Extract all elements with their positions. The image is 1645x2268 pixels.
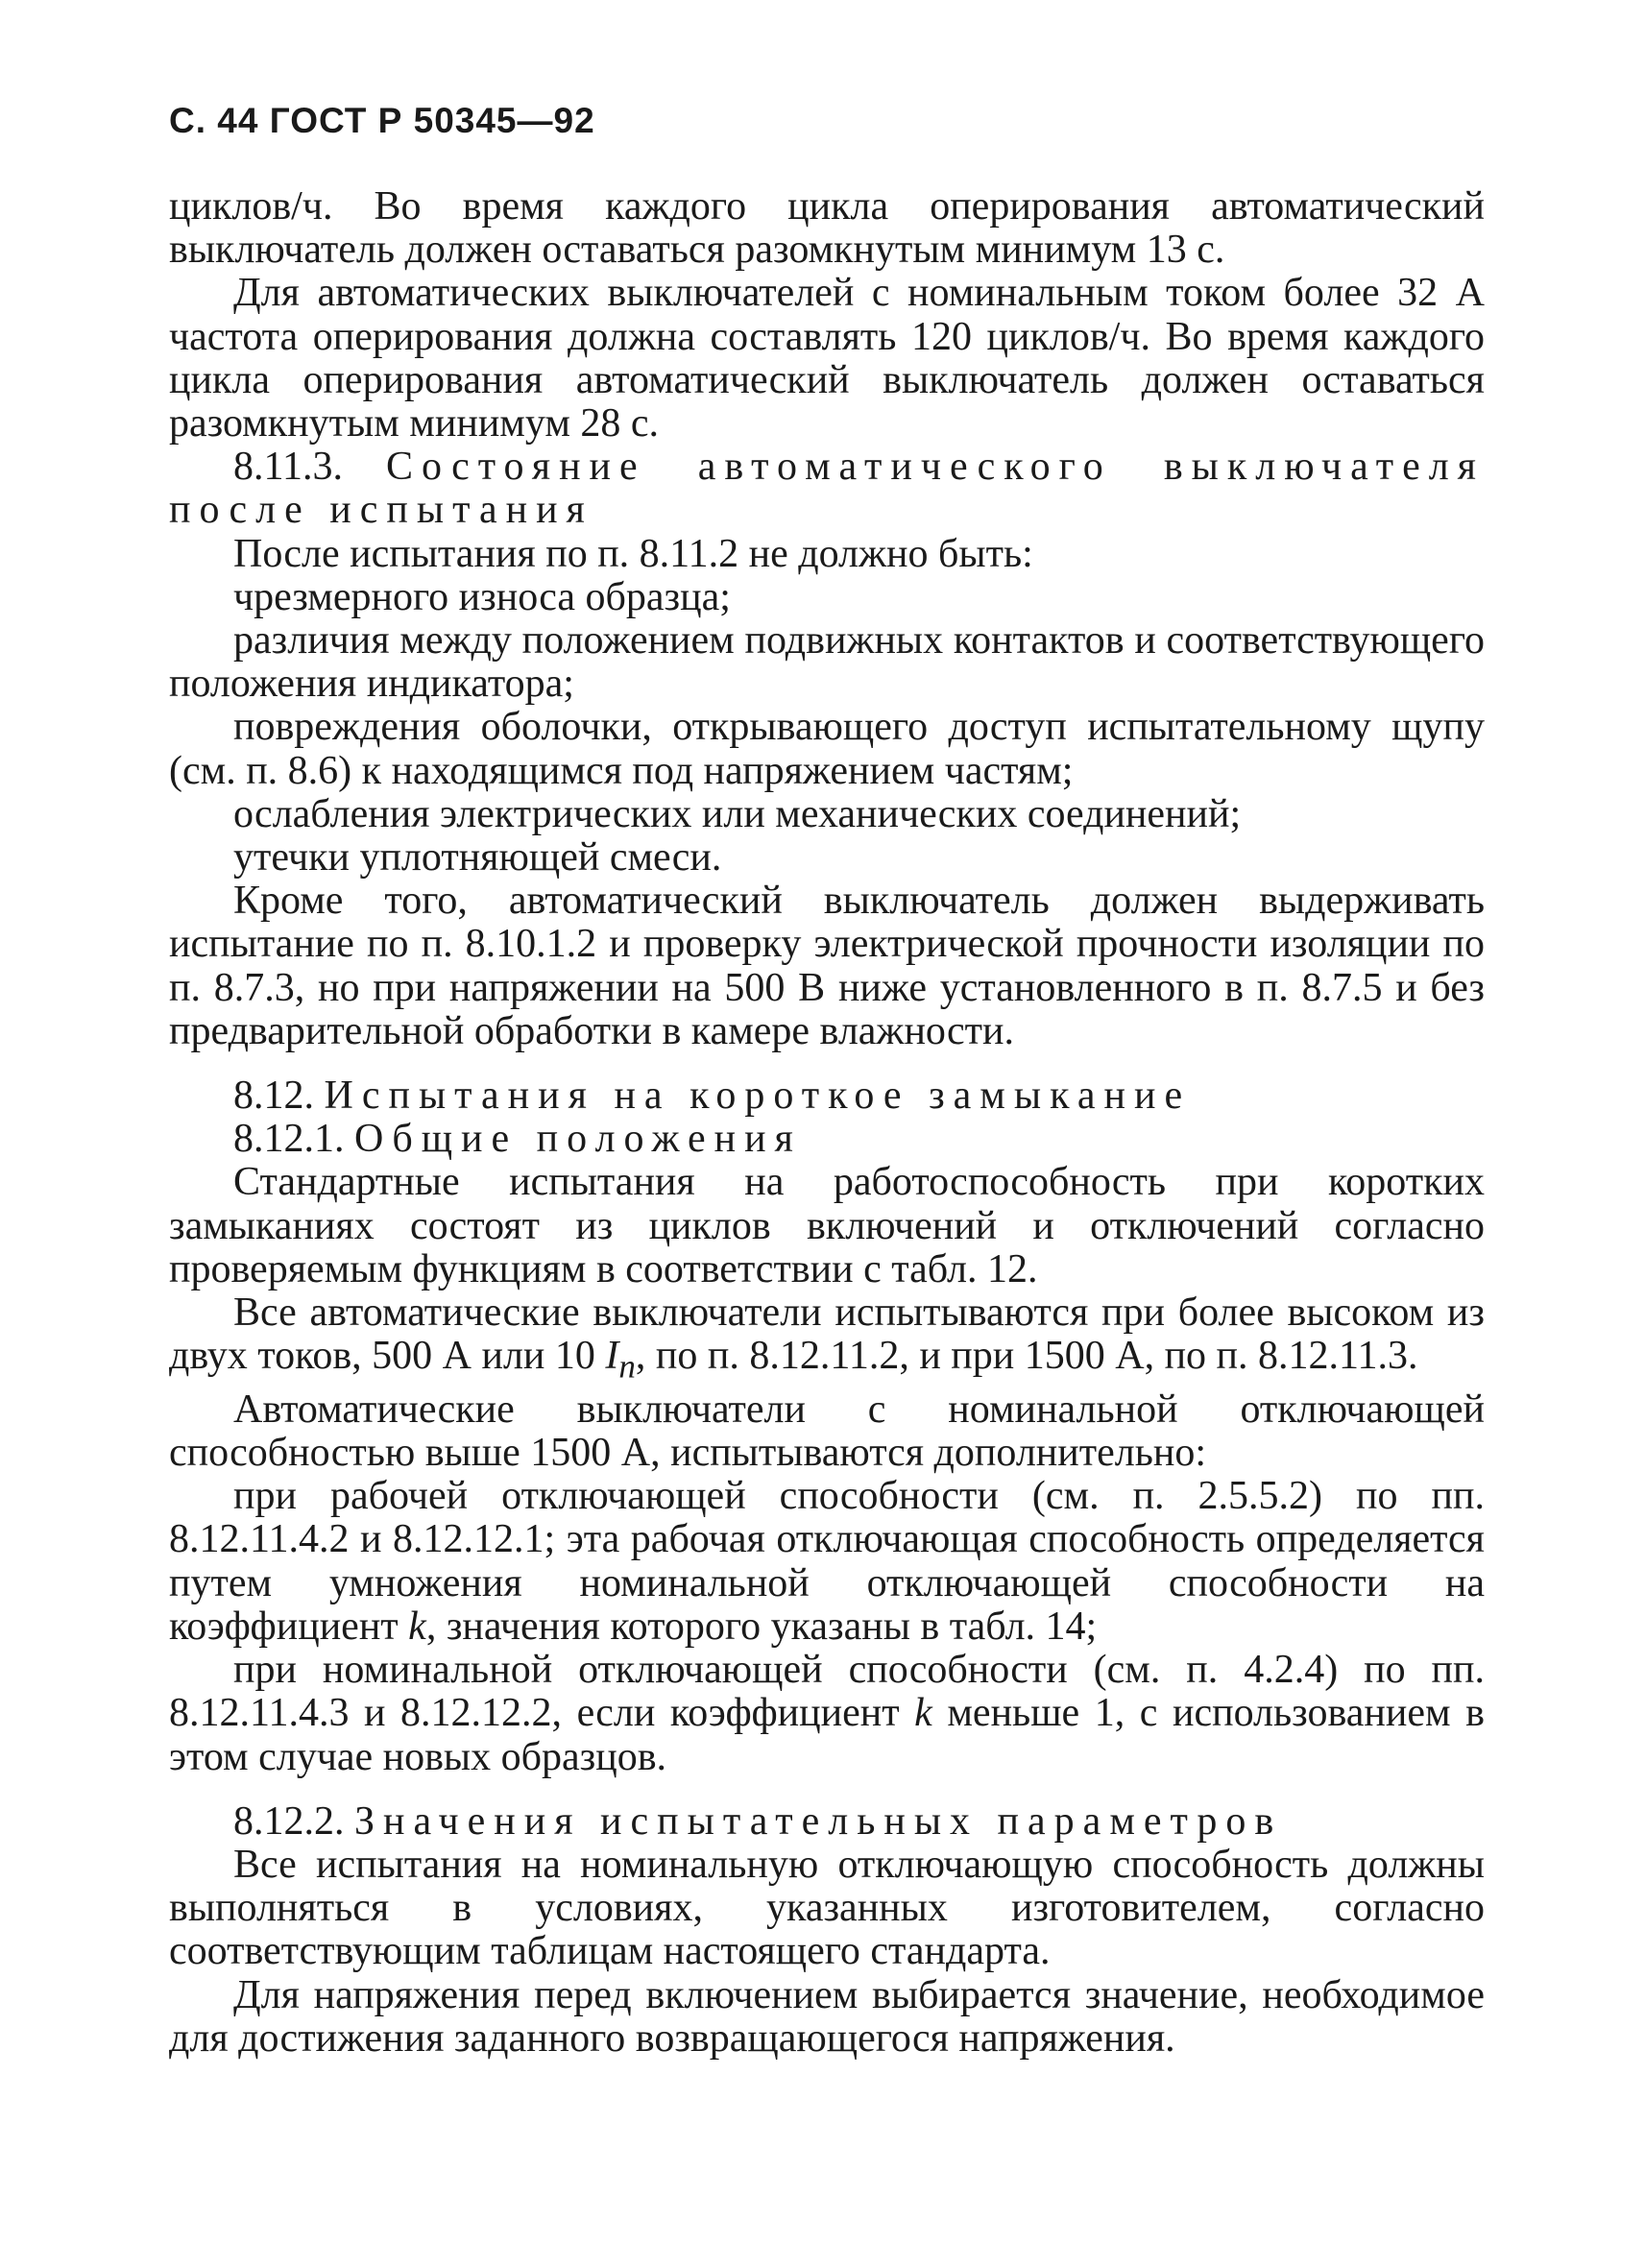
section-heading-8-12	[169, 1074, 1485, 1118]
list-item: различия между положением подвижных контактов и соответствующего положения индикатора;	[169, 618, 1485, 707]
paragraph: Все испытания на номинальную отключающую способность должны выполняться в условиях, указанных изготовителем, согласно соответствующим таблицам настоящего стандарта.	[169, 1842, 1485, 1974]
section-heading-8-12-2	[169, 1800, 1485, 1844]
current-subscript: n	[618, 1347, 636, 1386]
section-title: Состояние автоматического выключателя после испытания	[169, 445, 1485, 533]
paragraph: Для автоматических выключателей с номинальным током более 32 А частота оперирования должна составлять 120 циклов/ч. Во время каждого цикла оперирования автоматический выключатель должен оставаться разомкнутым минимум 28 с.	[169, 271, 1485, 446]
section-title: Испытания на короткое замыкание	[324, 1074, 1192, 1119]
section-title: Значения испытательных параметров	[354, 1798, 1283, 1844]
section-heading-8-11-3	[169, 446, 1485, 532]
list-item: повреждения оболочки, открывающего доступ испытательному щупу (см. п. 8.6) к находящимся под напряжением частям;	[169, 705, 1485, 793]
paragraph: После испытания по п. 8.11.2 не должно быть:	[233, 531, 1033, 576]
page-header: С. 44 ГОСТ Р 50345—92	[169, 101, 595, 140]
coefficient-k: k	[408, 1604, 426, 1649]
current-symbol: I	[605, 1334, 619, 1379]
section-title: Общие положения	[354, 1117, 802, 1162]
paragraph: при номинальной отключающей способности (см. п. 4.2.4) по пп. 8.12.11.4.3 и 8.12.12.2, если коэффициент k меньше 1, с использованием в этом случае новых образцов.	[169, 1648, 1485, 1779]
paragraph: Все автоматические выключатели испытываются при более высоком из двух токов, 500 А или 10 $I_n$, по п. 8.12.11.2, и при 1500 А, по п. 8.12.11.3.	[169, 1291, 1485, 1386]
document-body	[169, 185, 1485, 2061]
section-number: 8.12.2.	[233, 1798, 345, 1844]
list-item: чрезмерного износа образца;	[233, 574, 731, 619]
coefficient-k: k	[914, 1691, 932, 1736]
list-item: ослабления электрических или механических соединений;	[233, 791, 1242, 836]
section-number: 8.11.3.	[233, 445, 343, 490]
section-number: 8.12.	[233, 1074, 314, 1119]
paragraph: при рабочей отключающей способности (см. п. 2.5.5.2) по пп. 8.12.11.4.2 и 8.12.12.1; эта рабочая отключающая способность определяется путем умножения номинальной отключающей способности на коэффициент k, значения которого указаны в табл. 14;	[169, 1474, 1485, 1649]
list-item: утечки уплотняющей смеси.	[233, 835, 722, 881]
paragraph: Кроме того, автоматический выключатель должен выдерживать испытание по п. 8.10.1.2 и проверку электрической прочности изоляции по п. 8.7.3, но при напряжении на 500 В ниже установленного в п. 8.7.5 и без предварительной обработки в камере влажности.	[169, 879, 1485, 1053]
paragraph: Автоматические выключатели с номинальной отключающей способностью выше 1500 А, испытываются дополнительно:	[169, 1387, 1485, 1476]
paragraph: циклов/ч. Во время каждого цикла оперирования автоматический выключатель должен оставаться разомкнутым минимум 13 с.	[169, 184, 1485, 273]
paragraph: Для напряжения перед включением выбирается значение, необходимое для достижения заданного возвращающегося напряжения.	[169, 1972, 1485, 2061]
section-number: 8.12.1.	[233, 1117, 345, 1162]
paragraph: Стандартные испытания на работоспособность при коротких замыканиях состоят из циклов включений и отключений согласно проверяемым функциям в соответствии с табл. 12.	[169, 1160, 1485, 1291]
section-heading-8-12-1	[169, 1118, 1485, 1161]
